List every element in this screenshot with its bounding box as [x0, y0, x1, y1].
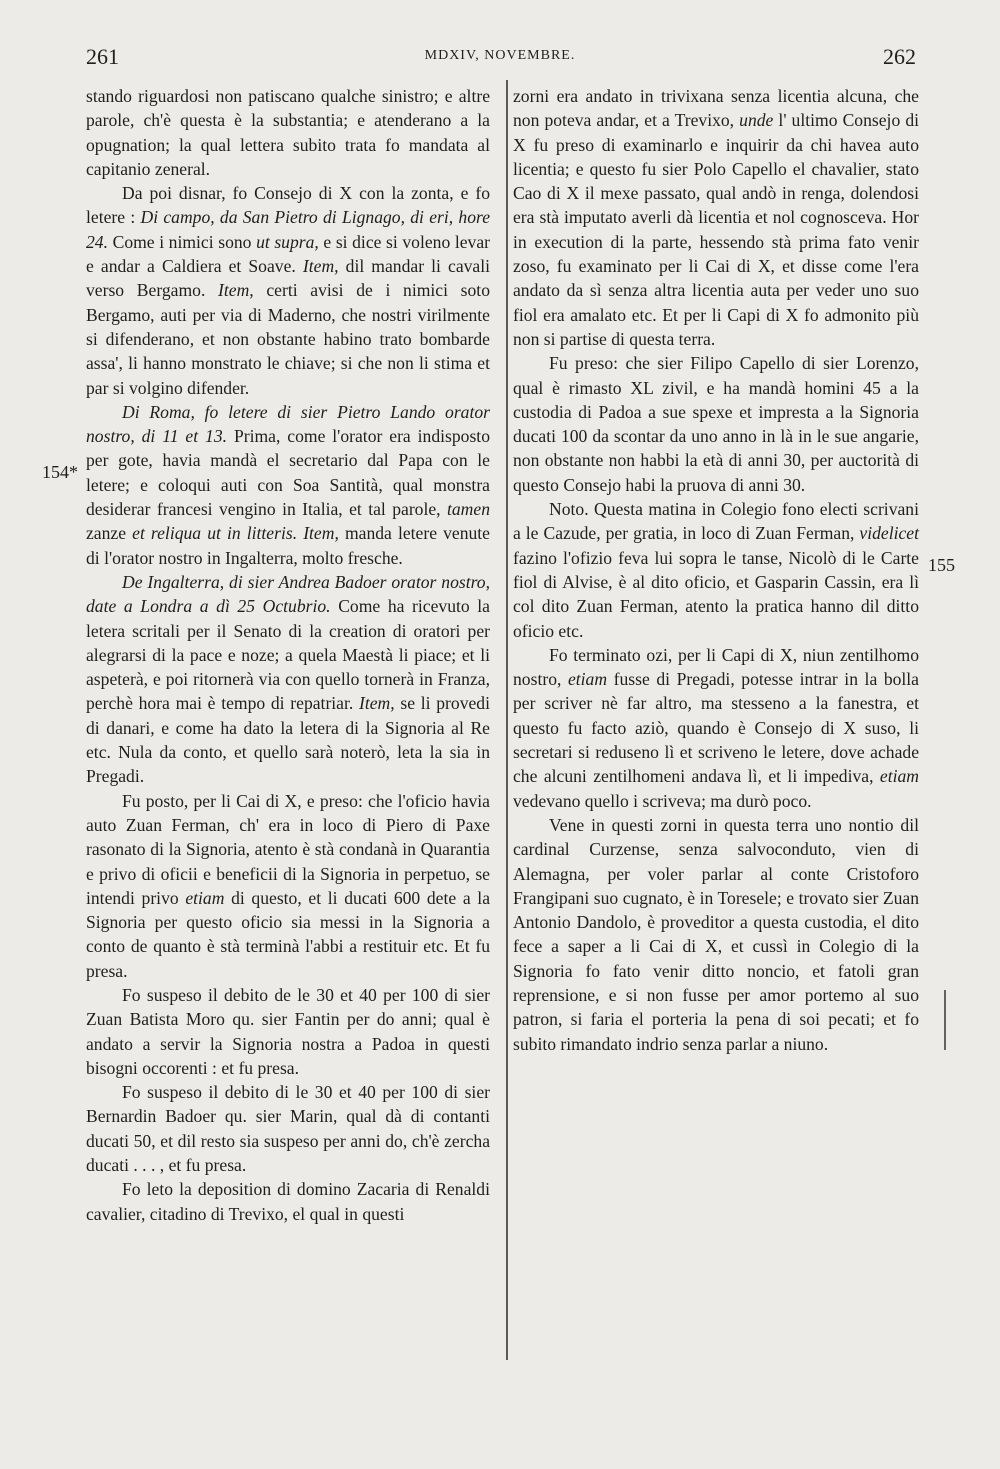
paragraph: Fo suspeso il debito di le 30 et 40 per 100 di sier Bernardin Badoer qu. sier Marin, qual dà di contanti ducati 50, et dil resto sia suspeso per anni do, ch'è zercha ducati . . . , et fu presa. [86, 1082, 490, 1176]
paragraph: Fo suspeso il debito de le 30 et 40 per 100 di sier Zuan Batista Moro qu. sier Fantin per do anni; qual è andato a servir la Signoria nostra a Padoa in questi bisogni occorenti : et fu presa. [86, 984, 490, 1078]
paragraph: Fu preso: che sier Filipo Capello di sier Lorenzo, qual è rimasto XL zivil, e ha mandà homini 45 a la custodia di Padoa a sue spexe et impresta a la Signoria ducati 100 da scontar da uno anno in là in le sue angarie, non obstante non habbi la età di anni 30, per auctorità di questo Consejo habi la pruova di anni 30. [513, 353, 919, 495]
paragraph: stando riguardosi non patiscano qualche sinistro; e altre parole, ch'è questa è la substantia; e atenderano a la opugnation; la qual lettera subito trata fo mandata al capitanio zeneral. [86, 86, 490, 179]
paragraph: zorni era andato in trivixana senza licentia alcuna, che non poteva andar, et a Trevixo, unde l' ultimo Consejo di X fu preso di examinarlo e inquirir da chi havea auto licentia; e questo fu sier Polo Capello el chavalier, stato Cao di X il mexe passato, qual andò in renga, dolendosi era stà imputato averli dà licentia et nol cognosceva. Hor in execution di la parte, hessendo stà prima fato venir zoso, fu examinato per li Cai di X, et disse come l'era andato da sì senza altra licentia auta per veder uno suo fiol era amalato etc. Et per li Capi di X fo admonito più non si partise di questa terra. [513, 86, 920, 349]
margin-number-154: 154* [42, 462, 78, 482]
left-column [86, 84, 490, 1226]
paragraph: Fo terminato ozi, per li Capi di X, niun zentilhomo nostro, etiam fusse di Pregadi, potesse intrar in la bolla per scriver nè far altro, ma stesseno a la fanestra, et questo fu facto aziò, quando è Consejo di X suso, li secretari si reduseno lì et scriveno le letere, dove achade che alcuni zentilhomeni andava lì, et li impediva, etiam vedevano quello i scriveva; ma durò poco. [513, 644, 919, 811]
margin-number-155: 155 [928, 555, 955, 575]
margin-rule [944, 990, 946, 1050]
page-header [0, 40, 1000, 70]
column-divider [506, 80, 508, 1360]
page-number-right: 262 [883, 44, 916, 69]
paragraph: Fo leto la deposition di domino Zacaria di Renaldi cavalier, citadino di Trevixo, el qual in questi [86, 1179, 490, 1224]
paragraph: Di Roma, fo letere di sier Pietro Lando orator nostro, di 11 et 13. Prima, come l'orator era indisposto per gote, havia mandà el secretario dal Papa con le letere; e coloqui auti con Soa Santità, qual monstra desiderar francesi vengino in Italia, et tal parole, tamen zanze et reliqua ut in litteris. Item, manda letere venute di l'orator nostro in Ingalterra, molto fresche. [86, 401, 490, 568]
right-column [513, 84, 919, 1056]
paragraph: Noto. Questa matina in Colegio fono electi scrivani a le Cazude, per gratia, in loco di Zuan Ferman, videlicet fazino l'ofizio feva lui sopra le tanse, Nicolò di le Carte fiol di Alvise, è al dito oficio, et Gasparin Cassin, era lì col dito Zuan Ferman, atento la pratica hanno dil ditto oficio etc. [513, 499, 919, 641]
paragraph: Fu posto, per li Cai di X, e preso: che l'oficio havia auto Zuan Ferman, ch' era in loco di Piero di Paxe rasonato di la Signoria, atento è stà condanà in Quarantia e privo di oficii e beneficii di la Signoria in perpetuo, se intendi privo etiam di questo, et li ducati 600 dete a la Signoria per questo oficio sia messi in la Signoria a conto de quanto è stà terminà l'abbi a restituir etc. Et fu presa. [86, 790, 491, 981]
paragraph: De Ingalterra, di sier Andrea Badoer orator nostro, date a Londra a dì 25 Octubrio. Come ha ricevuto la letera scritali per il Senato di la creation di oratori per alegrarsi di la pace e noze; a quela Maestà li piace; et li aspeterà, e poi ritornerà via con quello tornerà in Franza, perchè hora mai è tempo di repatriar. Item, se li provedi di danari, e come ha dato la letera di la Signoria al Re etc. Nula da conto, et quello sarà noterò, leta la sia in Pregadi. [86, 571, 490, 787]
paragraph: Vene in questi zorni in questa terra uno nontio dil cardinal Curzense, senza salvoconduto, vien di Alemagna, per voler parlar al conte Cristoforo Frangipani suo cugnato, è in Toresele; e trovato sier Zuan Antonio Dandolo, è proveditor a questa custodia, el dito fece a saper a li Cai di X, et cussì in Colegio di la Signoria fo fato venir ditto noncio, et fatoli gran reprensione, e si non fusse per amor portemo al suo patron, si faria el porteria la pena di soi pecati; et fo subito rimandato indrio senza parlar a niuno. [513, 814, 919, 1054]
paragraph: Da poi disnar, fo Consejo di X con la zonta, e fo letere : Di campo, da San Pietro di Lignago, di eri, hore 24. Come i nimici sono ut supra, e si dice si voleno levar e andar a Caldiera et Soave. Item, dil mandar li cavali verso Bergamo. Item, certi avisi de i nimici soto Bergamo, auti per via di Maderno, che nostri virilmente si difenderano, et non obstante habino trato bombarde assa', li hanno monstrato le chiave; si che non li stima et par si volgino difender. [86, 183, 491, 398]
page-number-left: 261 [86, 44, 119, 69]
running-head: MDXIV, NOVEMBRE. [424, 48, 576, 63]
